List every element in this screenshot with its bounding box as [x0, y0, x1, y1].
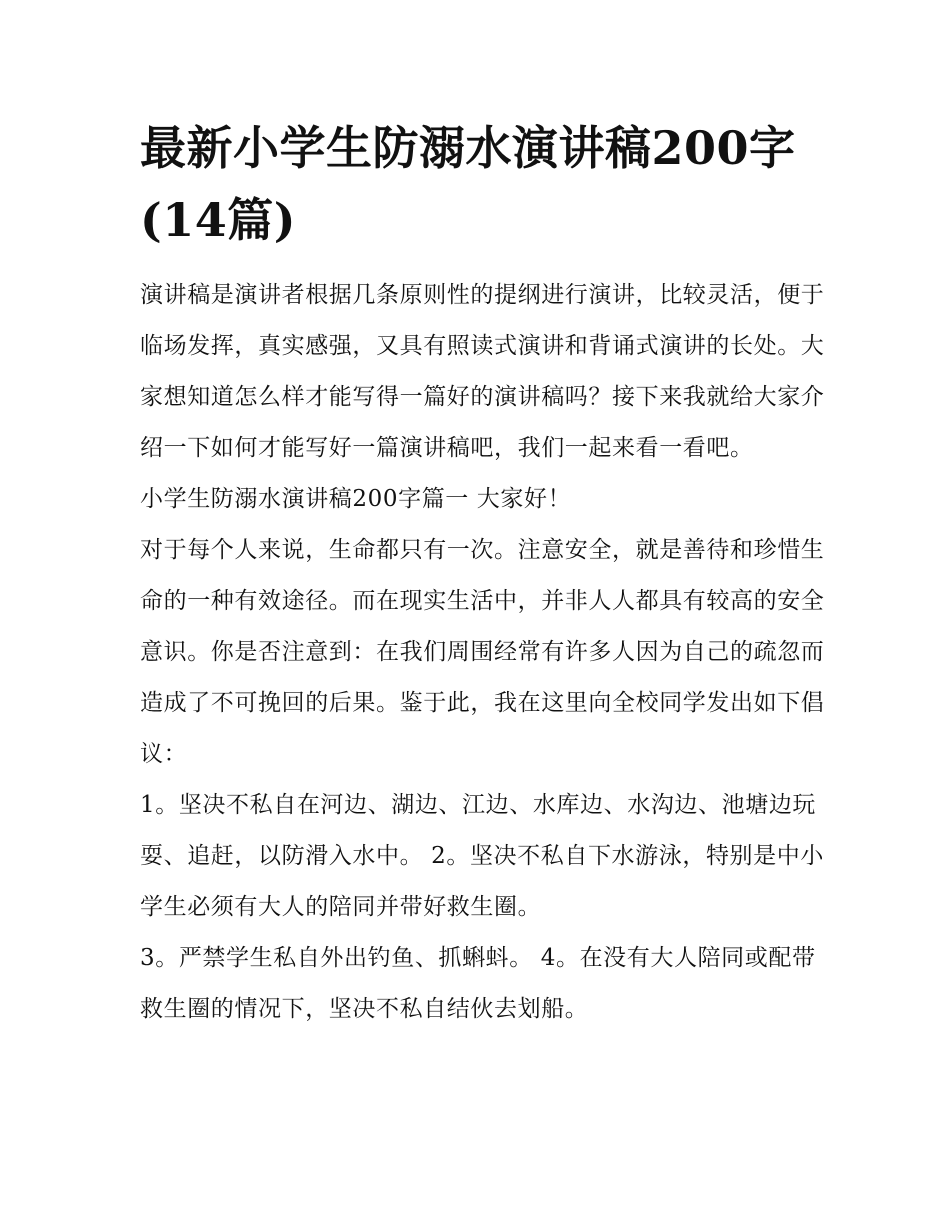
paragraph-rules-3-4: 3。严禁学生私自外出钓鱼、抓蝌蚪。 4。在没有大人陪同或配带救生圈的情况下，坚决不私自结伙去划船。	[140, 945, 816, 1022]
paragraph-safety-intro: 对于每个人来说，生命都只有一次。注意安全，就是善待和珍惜生命的一种有效途径。而在现实生活中，并非人人都具有较高的安全意识。你是否注意到：在我们周围经常有许多人因为自己的疏忽而造成了不可挽回的后果。鉴于此，我在这里向全校同学发出如下倡议：	[140, 537, 825, 767]
document-page	[140, 112, 830, 1035]
document-body	[140, 270, 830, 1035]
paragraph-section-heading: 小学生防溺水演讲稿200字篇一 大家好！	[140, 486, 572, 512]
document-title: 最新小学生防溺水演讲稿200字(14篇)	[140, 121, 796, 247]
paragraph-intro: 演讲稿是演讲者根据几条原则性的提纲进行演讲，比较灵活，便于临场发挥，真实感强，又具有照读式演讲和背诵式演讲的长处。大家想知道怎么样才能写得一篇好的演讲稿吗？接下来我就给大家介绍一下如何才能写好一篇演讲稿吧，我们一起来看一看吧。	[140, 282, 825, 461]
paragraph-rules-1-2: 1。坚决不私自在河边、湖边、江边、水库边、水沟边、池塘边玩耍、追赶，以防滑入水中。 2。坚决不私自下水游泳，特别是中小学生必须有大人的陪同并带好救生圈。	[140, 792, 824, 920]
